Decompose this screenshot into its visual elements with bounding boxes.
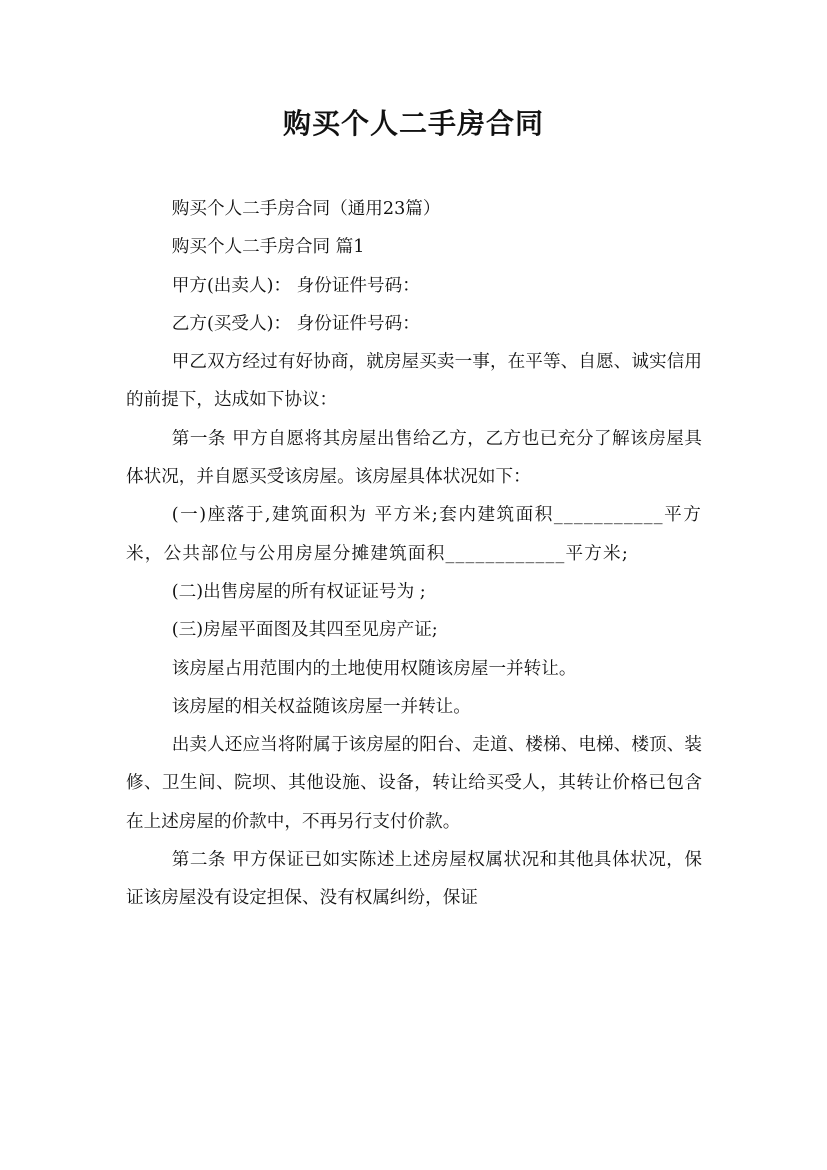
paragraph-item-2: (二)出售房屋的所有权证证号为 ;	[171, 581, 426, 602]
paragraph-rights: 该房屋的相关权益随该房屋一并转让。	[171, 696, 471, 717]
paragraph-party-b: 乙方(买受人)： 身份证件号码：	[171, 313, 420, 334]
paragraph-subtitle: 购买个人二手房合同（通用23篇）	[171, 199, 441, 219]
paragraph-article-2: 第二条 甲方保证已如实陈述上述房屋权属状况和其他具体状况，保证该房屋没有设定担保、没有权属纠纷，保证	[126, 850, 702, 909]
paragraph-item-1: (一)座落于,建筑面积为 平方米;套内建筑面积___________平方米，公共部位与公用房屋分摊建筑面积____________平方米;	[126, 505, 702, 564]
paragraph-land-use: 该房屋占用范围内的土地使用权随该房屋一并转让。	[171, 658, 577, 679]
paragraph-agreement-intro: 甲乙双方经过有好协商，就房屋买卖一事，在平等、自愿、诚实信用的前提下，达成如下协议：	[126, 352, 702, 411]
paragraph-attachments: 出卖人还应当将附属于该房屋的阳台、走道、楼梯、电梯、楼顶、装修、卫生间、院坝、其他设施、设备，转让给买受人，其转让价格已包含在上述房屋的价款中，不再另行支付价款。	[126, 735, 702, 832]
paragraph-item-3: (三)房屋平面图及其四至见房产证;	[171, 620, 438, 641]
paragraph-party-a: 甲方(出卖人)： 身份证件号码：	[171, 275, 420, 296]
paragraph-article-1: 第一条 甲方自愿将其房屋出售给乙方，乙方也已充分了解该房屋具体状况，并自愿买受该房屋。该房屋具体状况如下：	[126, 428, 702, 488]
document-body	[126, 190, 702, 918]
paragraph-section-heading: 购买个人二手房合同 篇1	[171, 237, 365, 258]
document-title: 购买个人二手房合同	[282, 107, 544, 140]
